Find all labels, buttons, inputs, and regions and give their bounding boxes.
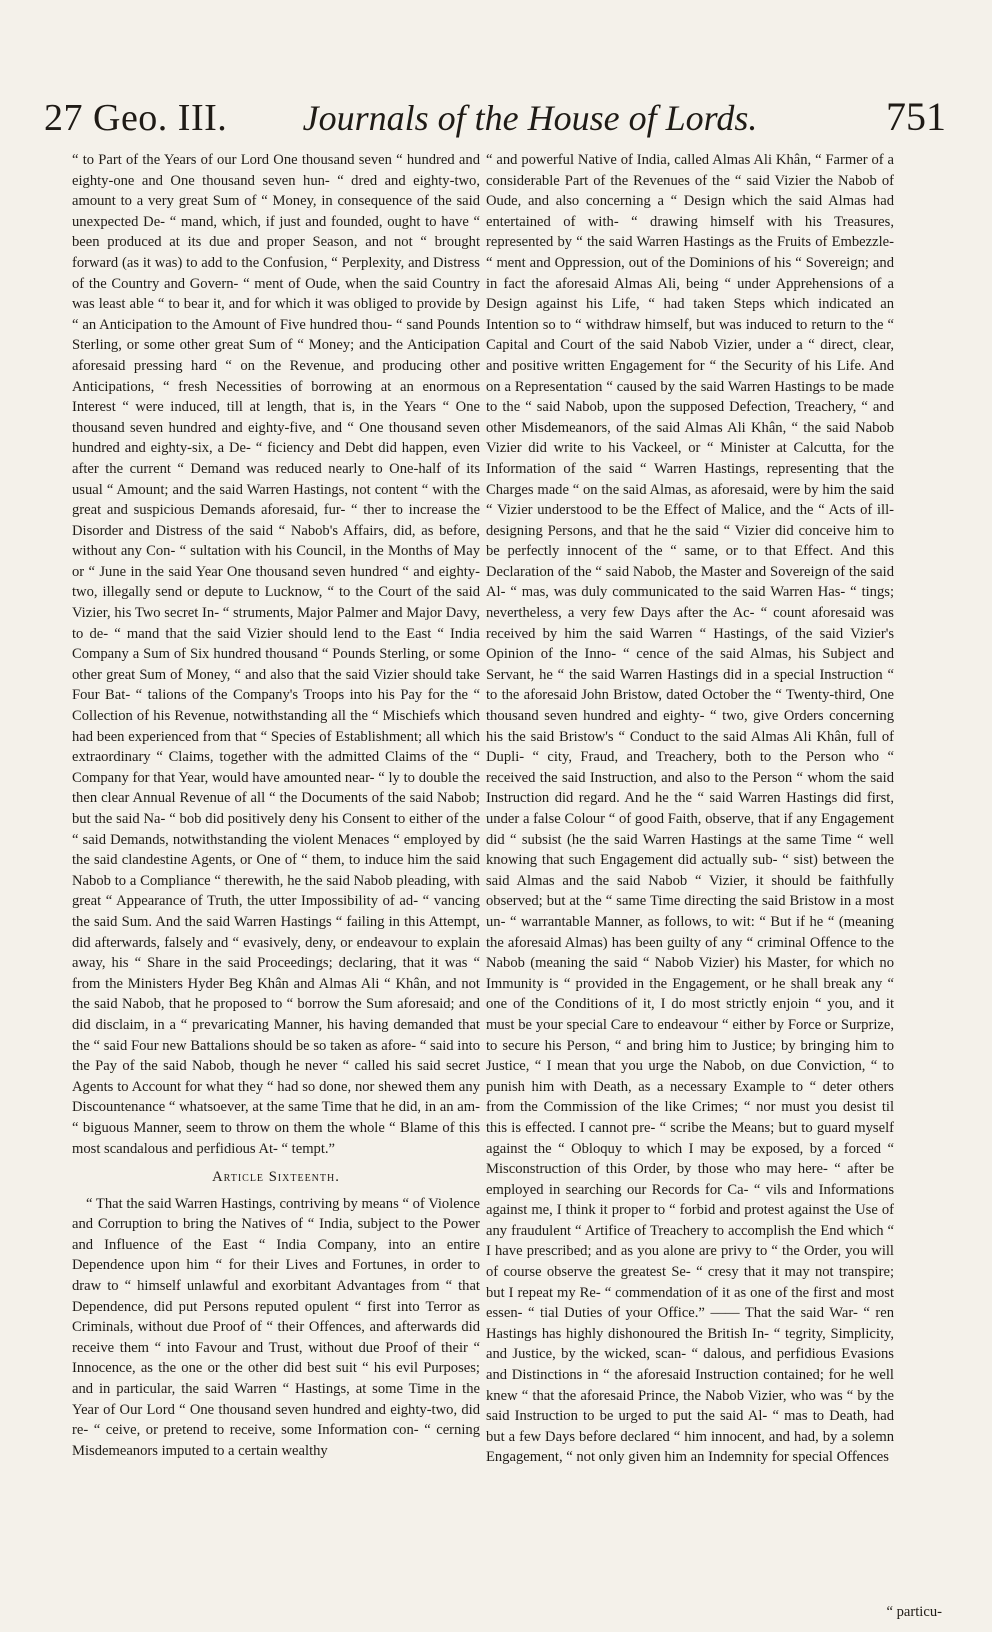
- left-column: [72, 150, 480, 1461]
- left-paragraph-continued: “ to Part of the Years of our Lord One thousand seven “ hundred and eighty-one and One thousand seven hun- “ dred and eighty-two, amount to a very great Sum of “ Money, in consequence of the said unexpected De- “ mand, which, if just and founded, ought to have “ been produced at its due and proper Season, and not “ brought forward (as it was) to add to the Confusion, “ Perplexity, and Distress of the Country and Govern- “ ment of Oude, when the said Country was least able “ to bear it, and for which it was obliged to provide by “ an Anticipation to the Amount of Five hundred thou- “ sand Pounds Sterling, or some other great Sum of “ Money; and the Anticipation aforesaid pressing hard “ on the Revenue, and producing other Anticipations, “ fresh Necessities of borrowing at an enormous Interest “ were induced, till at length, that is, in the Years “ One thousand seven hundred and eighty-five, and “ One thousand seven hundred and eighty-six, a De- “ ficiency and Debt did happen, even after the current “ Demand was reduced nearly to One-half of its usual “ Amount; and the said Warren Hastings, not content “ with the great and suspicious Demands aforesaid, fur- “ ther to increase the Disorder and Distress of the said “ Nabob's Affairs, did, as before, without any Con- “ sultation with his Council, in the Months of May or “ June in the said Year One thousand seven hundred “ and eighty-two, illegally send or depute to Lucknow, “ to the Court of the said Vizier, his Two secret In- “ struments, Major Palmer and Major Davy, to de- “ mand that the said Vizier should lend to the East “ India Company a Sum of Six hundred thousand “ Pounds Sterling, or some other great Sum of Money, “ and also that the said Vizier should take Four Bat- “ talions of the Company's Troops into his Pay for the “ Collection of his Revenue, notwithstanding all the “ Mischiefs which had been experienced from that “ Species of Establishment; all which extraordinary “ Claims, together with the admitted Claims of the “ Company for that Year, would have amounted near- “ ly to double the then clear Annual Revenue of all “ the Documents of the said Nabob; but the said Na- “ bob did positively deny his Consent to either of the “ said Demands, notwithstanding the violent Menaces “ employed by the said clandestine Agents, or One of “ them, to induce him the said Nabob to a Compliance “ therewith, he the said Nabob pleading, with great “ Appearance of Truth, the utter Impossibility of ad- “ vancing the said Sum. And the said Warren Hastings “ failing in this Attempt, did afterwards, falsely and “ evasively, deny, or endeavour to explain away, his “ Share in the said Proceedings; declaring, that it was “ from the Ministers Hyder Beg Khân and Almas Ali “ Khân, and not the said Nabob, that he proposed to “ borrow the Sum aforesaid; and did disclaim, in a “ prevaricating Manner, his having demanded that the “ said Four new Battalions should be so taken as afore- “ said into the Pay of the said Nabob, though he never “ called his said secret Agents to Account for what they “ had so done, nor shewed them any Discountenance “ whatsoever, at the same Time that he did, in an am- “ biguous Manner, seem to throw on them the whole “ Blame of this most scandalous and perfidious At- “ tempt.”: [72, 152, 480, 1157]
- right-paragraph: “ and powerful Native of India, called Almas Ali Khân, “ Farmer of a considerable Part of the Revenues of the “ said Vizier the Nabob of Oude, and also concerning a “ Design which the said Almas had entertained of with- “ drawing himself with his Treasures, represented by “ the said Warren Hastings as the Fruits of Embezzle- “ ment and Oppression, out of the Dominions of his “ Sovereign; and in fact the aforesaid Almas Ali, being “ under Apprehensions of a Design against his Life, “ had taken Steps which indicated an Intention so to “ withdraw himself, but was induced to return to the “ Capital and Court of the said Nabob Vizier, under a “ direct, clear, and positive written Engagement for “ the Security of his Life. And on a Representation “ caused by the said Warren Hastings to be made to the “ said Nabob, upon the supposed Defection, Treachery, “ and other Misdemeanors, of the said Almas Ali Khân, “ the said Nabob Vizier did write to his Vackeel, or “ Minister at Calcutta, for the Information of the said “ Warren Hastings, representing that the Charges made “ on the said Almas, as aforesaid, were by him the said “ Vizier understood to be the Effect of Malice, and the “ Acts of ill-designing Persons, and that he the said “ Vizier did conceive him to be perfectly innocent of the “ same, or to that Effect. And this Declaration of the “ said Nabob, the Master and Sovereign of the said Al- “ mas, was duly communicated to the said Warren Has- “ tings; nevertheless, a very few Days after the Ac- “ count aforesaid was received by him the said Warren “ Hastings, of the said Vizier's Opinion of the Inno- “ cence of the said Almas, his Subject and Servant, he “ the said Warren Hastings did in a special Instruction “ to the aforesaid John Bristow, dated October the “ Twenty-third, One thousand seven hundred and eighty- “ two, give Orders concerning his the said Bristow's “ Conduct to the said Almas Ali Khân, full of Dupli- “ city, Fraud, and Treachery, both to the Person who “ received the said Instruction, and also to the Person “ whom the said Instruction did regard. And he the “ said Warren Hastings did first, under a false Colour “ of good Faith, observe, that if any Engagement did “ subsist (he the said Warren Hastings at the same Time “ well knowing that such Engagement did actually sub- “ sist) between the said Almas and the said Nabob “ Vizier, it should be faithfully observed; but at the “ same Time directing the said Bristow in a most un- “ warrantable Manner, as follows, to wit: “ But if he “ (meaning the aforesaid Almas) has been guilty of any “ criminal Offence to the Nabob (meaning the said “ Nabob Vizier) his Master, for which no Immunity is “ provided in the Engagement, or he shall break any “ one of the Conditions of it, I do most strictly enjoin “ you, and it must be your special Care to endeavour “ either by Force or Surprize, to secure his Person, “ and bring him to Justice; by bringing him to Justice, “ I mean that you urge the Nabob, on due Conviction, “ to punish him with Death, as a necessary Example to “ deter others from the Commission of the like Crimes; “ nor must you desist til this is effected. I cannot pre- “ scribe the Means; but to guard myself against the “ Obloquy to which I may be exposed, by a forced “ Misconstruction of this Order, by those who may here- “ after be employed in searching our Records for Ca- “ vils and Informations against me, I think it proper to “ forbid and protest against the Use of any fraudulent “ Artifice of Treachery to accomplish the End which “ I have prescribed; and as you alone are privy to “ the Order, you will of course observe the greatest Se- “ cresy that it may not transpire; but I repeat my Re- “ commendation of it as one of the first and most essen- “ tial Duties of your Office.” —— That the said War- “ ren Hastings has highly dishonoured the British In- “ tegrity, Simplicity, and Justice, by the wicked, scan- “ dalous, and perfidious Evasions and Distinctions in “ the aforesaid Instruction contained; for he well knew “ that the aforesaid Prince, the Nabob Vizier, who was “ by the said Instruction to be urged to put the said Al- “ mas to Death, had but a few Days before declared “ him innocent, and had, by a solemn Engagement, “ not only given him an Indemnity for special Offences: [486, 152, 894, 1466]
- article-heading: Article Sixteenth.: [212, 1169, 340, 1186]
- article-sixteenth-text: “ That the said Warren Hastings, contriving by means “ of Violence and Corruption to bring the Natives of “ India, subject to the Power and Influence of the East “ India Company, into an entire Dependence upon him “ for their Lives and Fortunes, in order to draw to “ himself unlawful and exorbitant Advantages from “ that Dependence, did put Persons reputed opulent “ first into Terror as Criminals, without due Proof of “ their Offences, and afterwards did receive them “ into Favour and Trust, without due Proof of their “ Innocence, as the one or the other did best suit “ his evil Purposes; and in particular, the said Warren “ Hastings, at some Time in the Year of Our Lord “ One thousand seven hundred and eighty-two, did re- “ ceive, or pretend to receive, some Information con- “ cerning Misdemeanors imputed to a certain wealthy: [72, 1195, 480, 1459]
- journal-title: Journals of the House of Lords.: [302, 98, 758, 138]
- page-number: 751: [886, 94, 946, 139]
- right-column: [486, 150, 894, 1468]
- reign-header: 27 Geo. III.: [44, 97, 228, 139]
- catchword: “ particu-: [886, 1604, 942, 1620]
